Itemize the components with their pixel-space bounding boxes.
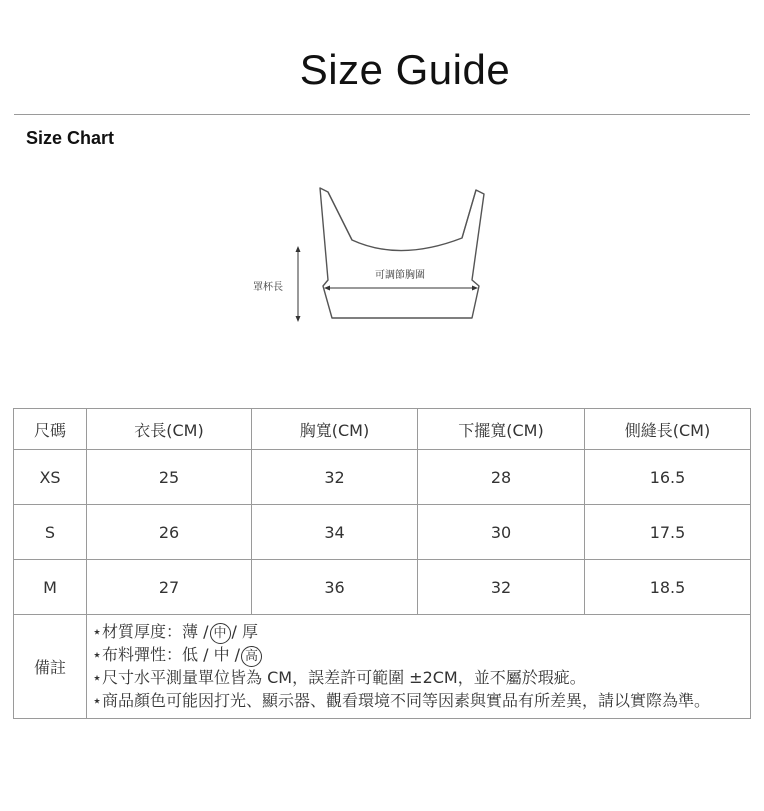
chest-cell: 34: [252, 505, 418, 560]
size-cell: XS: [14, 450, 87, 505]
table-row: [14, 505, 751, 560]
bust-arrow-right: [472, 286, 478, 291]
header-length: 衣長(CM): [87, 409, 252, 450]
chest-cell: 32: [252, 450, 418, 505]
length-cell: 27: [87, 560, 252, 615]
note-thickness: [92, 621, 744, 644]
chest-cell: 36: [252, 560, 418, 615]
circled-selection: 高: [241, 646, 262, 667]
table-row: [14, 560, 751, 615]
size-cell: M: [14, 560, 87, 615]
header-size: 尺碼: [14, 409, 87, 450]
table-header-row: [14, 409, 751, 450]
notes-label: 備註: [14, 615, 87, 719]
bust-arrow-left: [324, 286, 330, 291]
length-cell: 26: [87, 505, 252, 560]
notes-cell: [87, 615, 751, 719]
hem-cell: 28: [418, 450, 585, 505]
size-table: [13, 408, 751, 719]
length-cell: 25: [87, 450, 252, 505]
notes-row: [14, 615, 751, 719]
section-subtitle: Size Chart: [26, 128, 115, 148]
circled-selection: 中: [210, 623, 231, 644]
hem-cell: 32: [418, 560, 585, 615]
side-seam-cell: 17.5: [585, 505, 751, 560]
note-thickness-suffix: / 厚: [231, 622, 258, 641]
page-title: Size Guide: [299, 46, 511, 93]
side-seam-cell: 18.5: [585, 560, 751, 615]
cup-length-label: 罩杯長: [253, 282, 283, 293]
note-color: ⋆商品顏色可能因打光、顯示器、觀看環境不同等因素與實品有所差異，請以實際為準。: [92, 690, 711, 710]
table-row: [14, 450, 751, 505]
header-chest-width: 胸寬(CM): [252, 409, 418, 450]
bra-outline-illustration: [240, 180, 530, 330]
note-measurement: ⋆尺寸水平測量單位皆為 CM，誤差許可範圍 ±2CM，並不屬於瑕疵。: [92, 668, 586, 687]
note-elasticity: [92, 644, 744, 667]
header-hem-width: 下擺寬(CM): [418, 409, 585, 450]
bra-outline: [320, 188, 484, 318]
adjustable-bust-label: 可調節胸圍: [375, 270, 425, 281]
right-strap: [462, 190, 476, 238]
note-elasticity-text: ⋆布料彈性：低 / 中 /: [92, 645, 241, 664]
header-side-seam: 側縫長(CM): [585, 409, 751, 450]
cup-length-arrow-top: [296, 246, 301, 252]
side-seam-cell: 16.5: [585, 450, 751, 505]
hem-cell: 30: [418, 505, 585, 560]
left-strap: [328, 192, 352, 240]
cup-length-arrow-bottom: [296, 316, 301, 322]
title-divider: [14, 114, 750, 115]
note-thickness-text: ⋆材質厚度：薄 /: [92, 622, 209, 641]
size-cell: S: [14, 505, 87, 560]
bra-diagram: [240, 180, 530, 330]
